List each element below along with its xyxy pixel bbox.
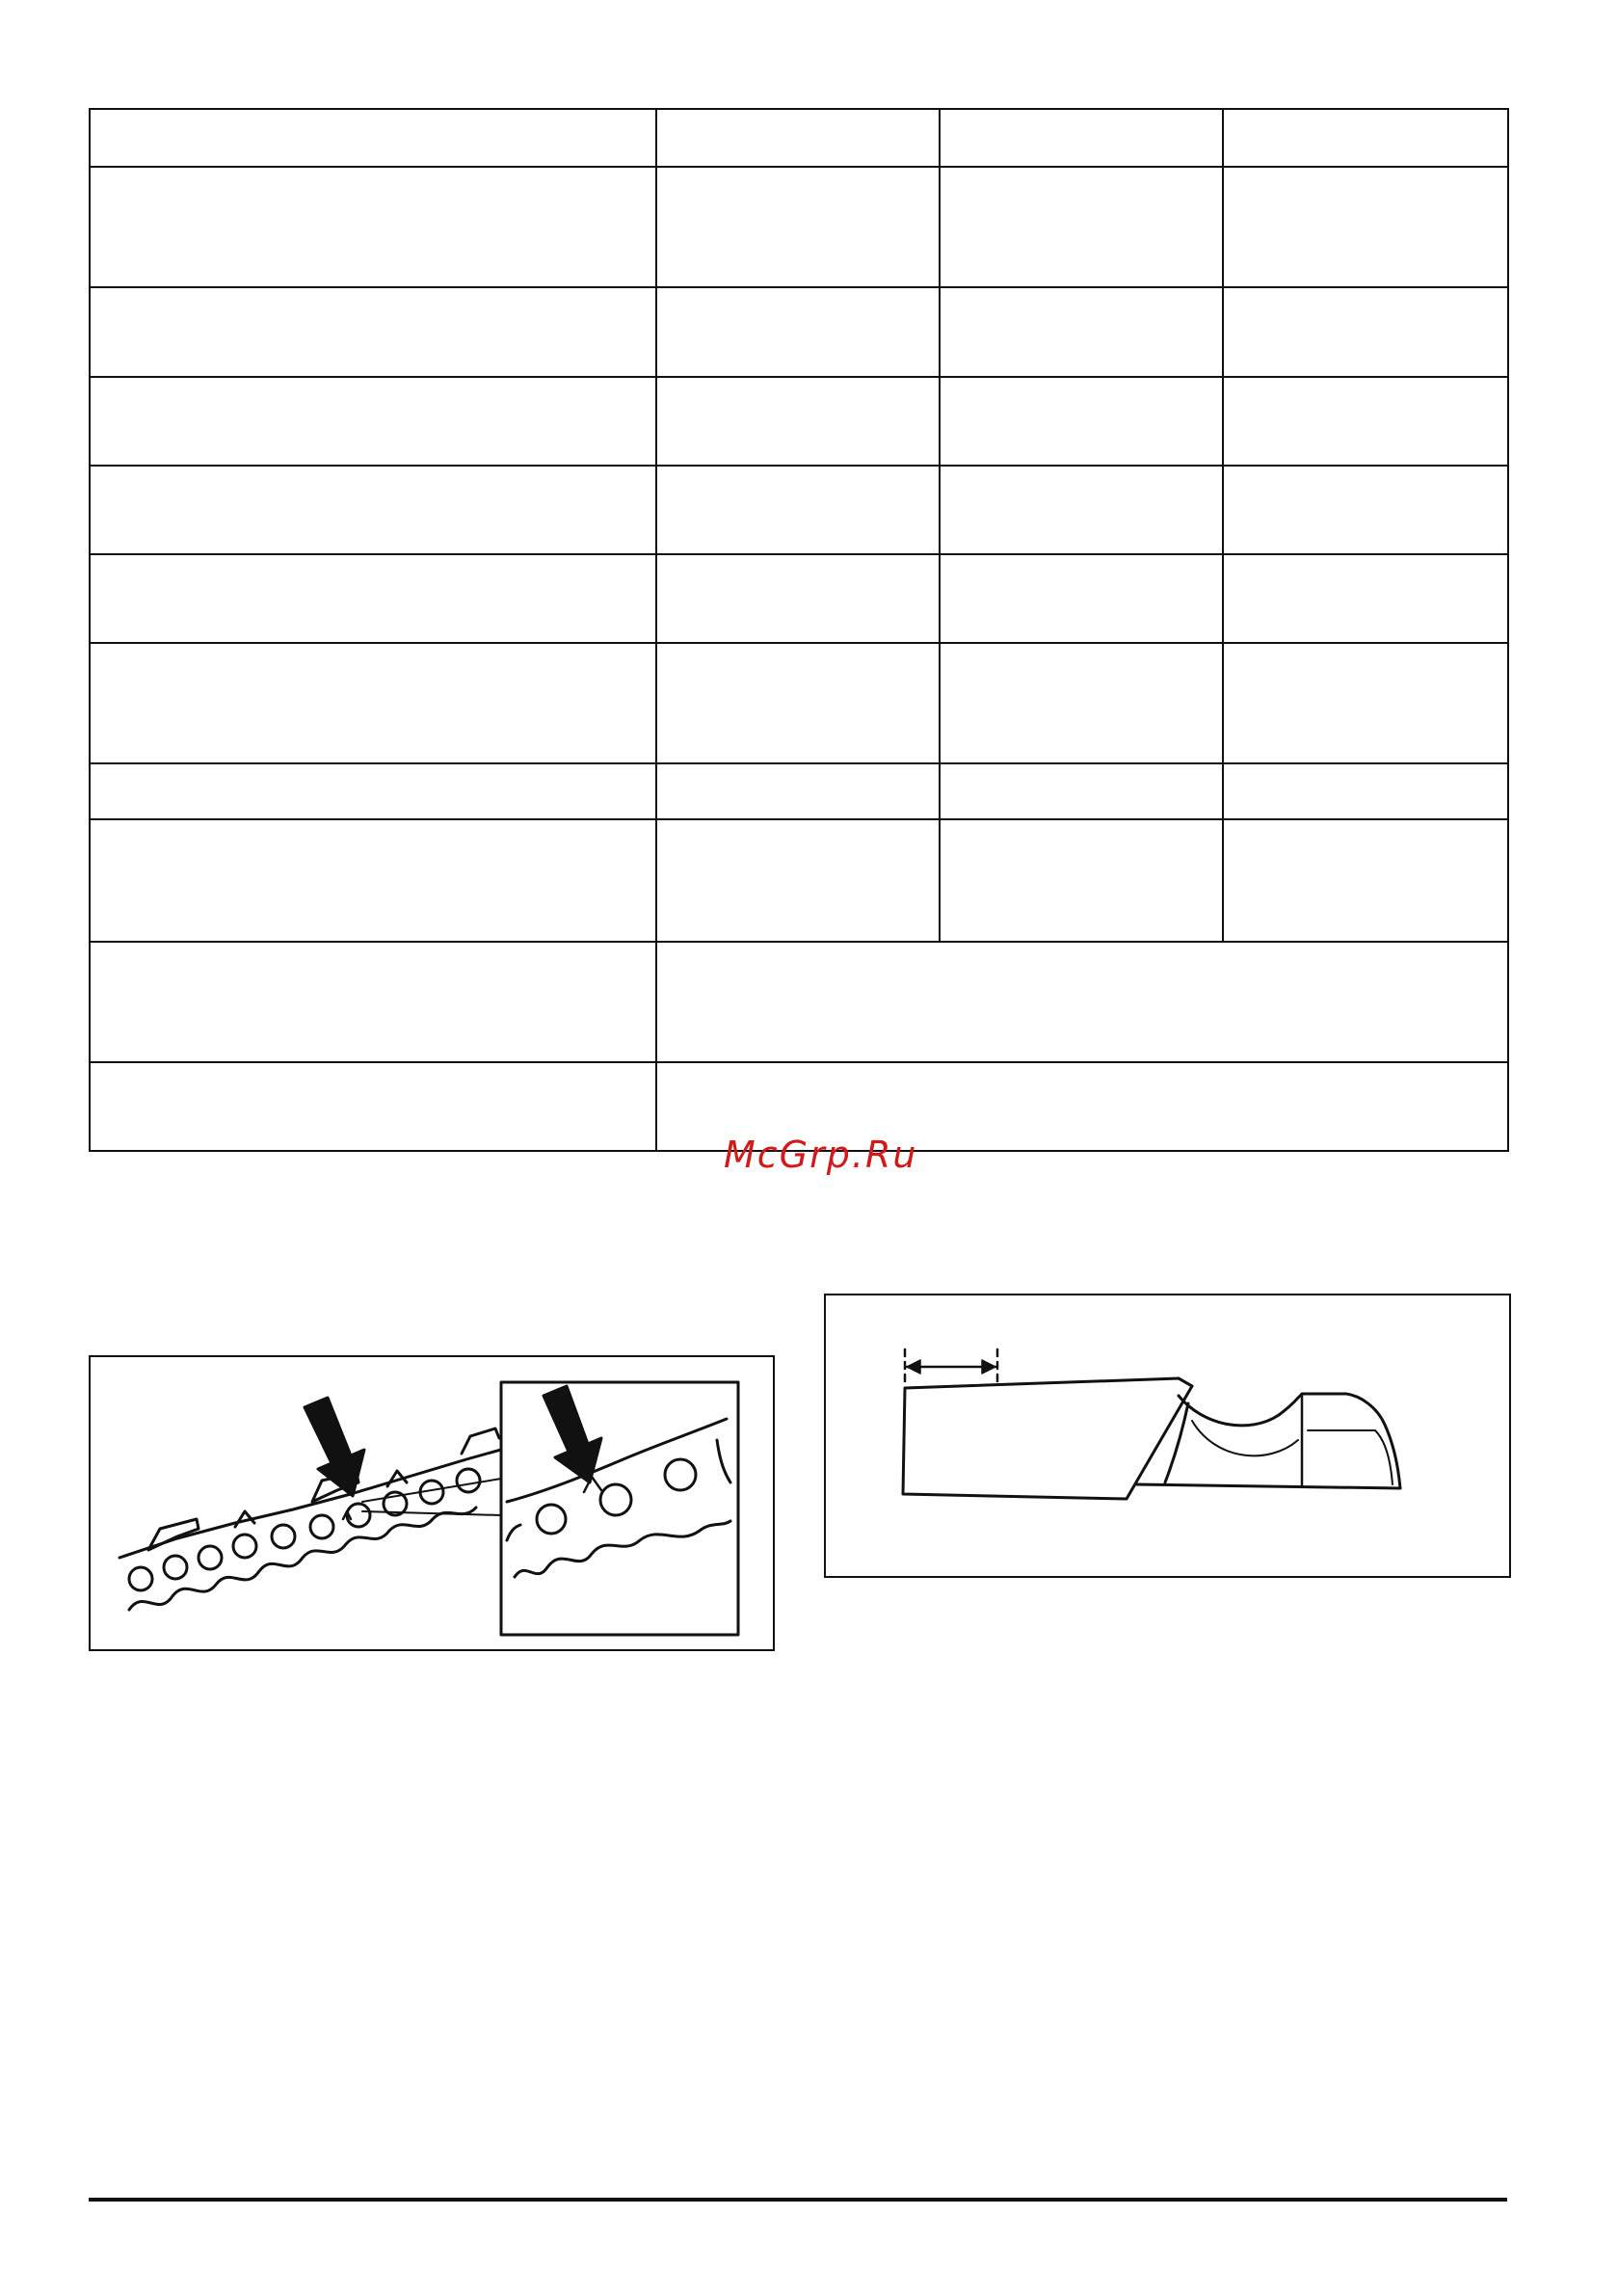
table-cell <box>940 643 1223 763</box>
table-row <box>90 377 1508 466</box>
table-cell <box>1223 377 1508 466</box>
table-cell <box>90 109 656 167</box>
table-cell <box>90 1062 656 1151</box>
table-cell <box>1223 287 1508 377</box>
table-row <box>90 819 1508 942</box>
table-cell <box>656 466 940 554</box>
watermark: McGrp.Ru <box>724 1134 918 1176</box>
table-row <box>90 287 1508 377</box>
table-cell <box>1223 109 1508 167</box>
table-cell <box>656 287 940 377</box>
table-row <box>90 643 1508 763</box>
table-row <box>90 942 1508 1062</box>
table-row <box>90 466 1508 554</box>
table-cell <box>940 109 1223 167</box>
table-cell <box>656 763 940 819</box>
table-row <box>90 167 1508 287</box>
table-cell <box>656 167 940 287</box>
table-cell <box>1223 167 1508 287</box>
table-cell <box>1223 819 1508 942</box>
spec-table <box>89 108 1509 1152</box>
table-cell-merged <box>656 942 1508 1062</box>
table-cell <box>656 643 940 763</box>
table-cell <box>940 287 1223 377</box>
table-cell <box>90 466 656 554</box>
table-cell <box>90 287 656 377</box>
table-cell <box>90 643 656 763</box>
table-cell <box>940 466 1223 554</box>
table-cell <box>940 819 1223 942</box>
table-cell <box>90 763 656 819</box>
table-cell <box>656 109 940 167</box>
table-cell <box>940 377 1223 466</box>
table-row <box>90 109 1508 167</box>
table-cell <box>90 942 656 1062</box>
table-row <box>90 763 1508 819</box>
table-cell <box>656 554 940 643</box>
saw-chain-arrow-illustration <box>91 1357 773 1649</box>
table-cell <box>1223 554 1508 643</box>
table-cell <box>90 554 656 643</box>
table-cell <box>656 819 940 942</box>
table-cell <box>1223 643 1508 763</box>
table-row <box>90 554 1508 643</box>
table-cell <box>940 167 1223 287</box>
table-cell <box>656 377 940 466</box>
table-cell <box>90 819 656 942</box>
table-cell <box>1223 763 1508 819</box>
chain-figure <box>89 1355 775 1651</box>
table-cell <box>940 554 1223 643</box>
table-cell <box>940 763 1223 819</box>
depth-gauge-cutter-illustration <box>826 1295 1509 1576</box>
footer-rule <box>89 2198 1507 2202</box>
table-cell <box>90 167 656 287</box>
table-cell <box>1223 466 1508 554</box>
table-cell <box>90 377 656 466</box>
depth-gauge-figure <box>824 1294 1511 1578</box>
